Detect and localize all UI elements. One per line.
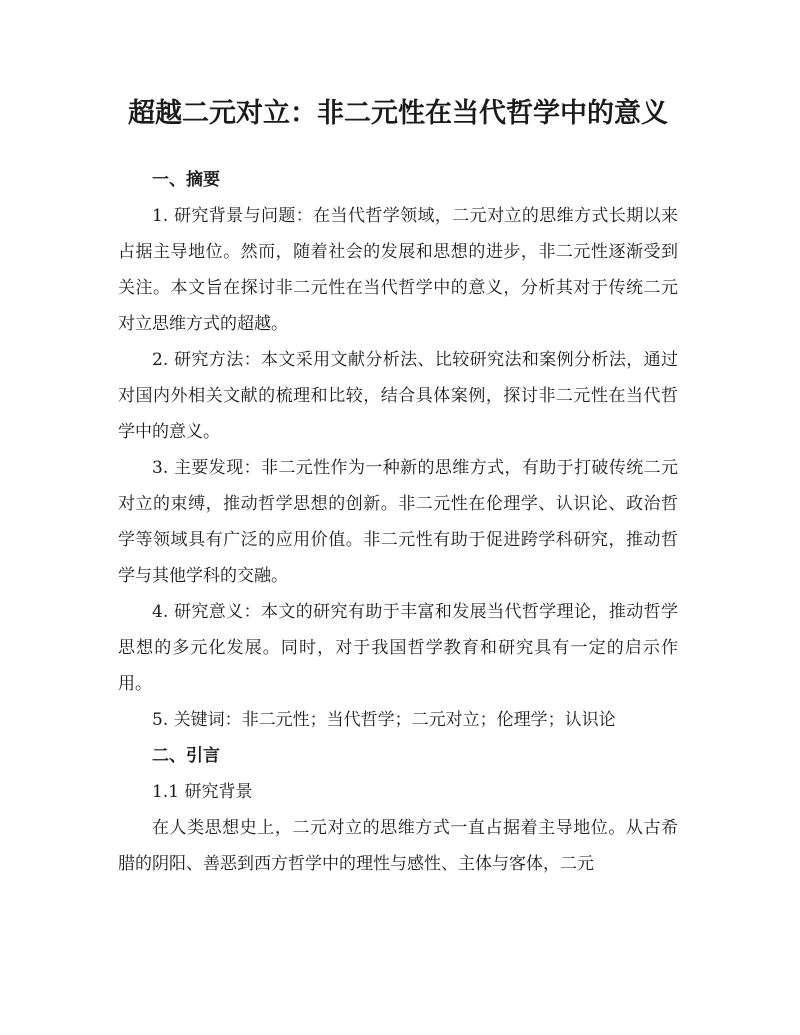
document-page — [118, 86, 678, 882]
abstract-item-findings: 3. 主要发现：非二元性作为一种新的思维方式，有助于打破传统二元对立的束缚，推动哲学思想的创新。非二元性在伦理学、认识论、政治哲学等领域具有广泛的应用价值。非二元性有助于促进跨学科研究，推动哲学与其他学科的交融。 — [118, 458, 678, 586]
abstract-item-background: 1. 研究背景与问题：在当代哲学领域，二元对立的思维方式长期以来占据主导地位。然而，随着社会的发展和思想的进步，非二元性逐渐受到关注。本文旨在探讨非二元性在当代哲学中的意义，分析其对于传统二元对立思维方式的超越。 — [118, 206, 678, 334]
abstract-heading: 一、摘要 — [152, 170, 220, 190]
abstract-item-methods: 2. 研究方法：本文采用文献分析法、比较研究法和案例分析法，通过对国内外相关文献的梳理和比较，结合具体案例，探讨非二元性在当代哲学中的意义。 — [118, 350, 678, 442]
introduction-heading: 二、引言 — [152, 746, 220, 766]
document-title: 超越二元对立：非二元性在当代哲学中的意义 — [128, 98, 668, 129]
introduction-subheading: 1.1 研究背景 — [152, 782, 253, 802]
introduction-paragraph: 在人类思想史上，二元对立的思维方式一直占据着主导地位。从古希腊的阴阳、善恶到西方哲学中的理性与感性、主体与客体，二元 — [118, 818, 678, 874]
abstract-item-significance: 4. 研究意义：本文的研究有助于丰富和发展当代哲学理论，推动哲学思想的多元化发展。同时，对于我国哲学教育和研究具有一定的启示作用。 — [118, 602, 678, 694]
abstract-item-keywords: 5. 关键词：非二元性；当代哲学；二元对立；伦理学；认识论 — [152, 710, 616, 730]
